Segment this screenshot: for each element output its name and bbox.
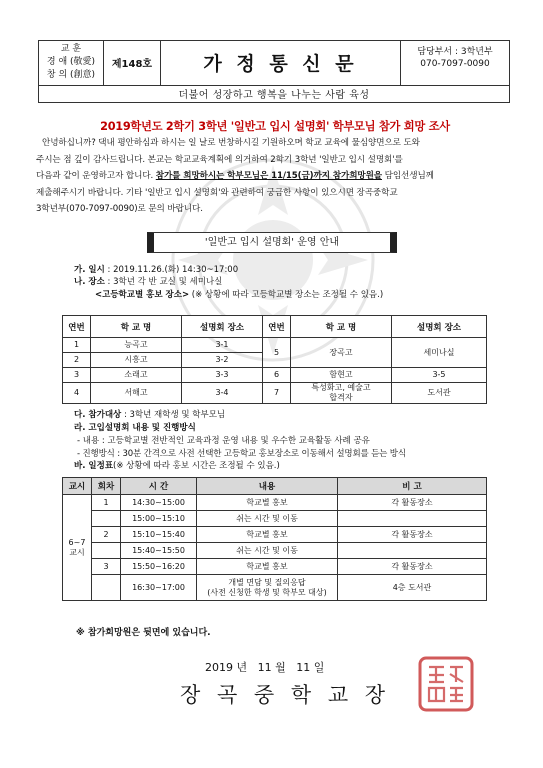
section-target-value: : 3학년 재학생 및 학부모님 <box>121 410 226 420</box>
intro-deadline: 참가를 희망하시는 학부모님은 11/15(금)까지 참가희망원을 <box>155 171 382 181</box>
schedule-round: 3 <box>92 559 121 575</box>
schedule-note: 각 활동장소 <box>338 559 487 575</box>
venue-header-school-2: 학 교 명 <box>291 316 392 338</box>
schedule-content: 쉬는 시간 및 이동 <box>197 543 338 559</box>
motto-cell <box>39 41 104 86</box>
schedule-period-line2: 교시 <box>69 547 85 557</box>
section-target <box>74 410 225 421</box>
schedule-time: 15:50~16:20 <box>121 559 197 575</box>
intro-line-4: 제출해주시기 바랍니다. 기타 '일반고 입시 설명회'와 관련하여 궁금한 사항이 있으시면 장곡중학교 <box>36 187 398 198</box>
intro-line-3 <box>36 168 514 185</box>
phone: 070-7097-0090 <box>401 57 510 71</box>
venue-note-label: <고등학교별 홍보 장소> <box>95 290 190 300</box>
schedule-header-time: 시 간 <box>121 478 197 495</box>
schedule-note: 각 활동장소 <box>338 495 487 511</box>
back-note: ※ 참가희망원은 뒷면에 있습니다. <box>76 628 211 638</box>
venue-left-no: 2 <box>63 353 91 368</box>
motto-label: 교 훈 <box>60 44 82 55</box>
issue-date: 2019 년 11 월 11 일 <box>205 661 325 674</box>
venue-left-place: 3-2 <box>182 353 263 368</box>
schedule-time: 14:30~15:00 <box>121 495 197 511</box>
venue-left-school: 서해고 <box>91 383 182 404</box>
schedule-time: 15:00~15:10 <box>121 511 197 527</box>
guide-title: '일반고 입시 설명회' 운영 안내 <box>204 237 340 248</box>
schedule-round <box>92 575 121 601</box>
venue-note <box>95 290 383 301</box>
venue-right-no: 5 <box>263 338 291 368</box>
venue-right-school <box>291 383 392 404</box>
venue-header-school-1: 학 교 명 <box>91 316 182 338</box>
schedule-period-line1: 6~7 <box>68 537 86 547</box>
venue-right-school: 장곡고 <box>291 338 392 368</box>
schedule-header-period: 교시 <box>63 478 92 495</box>
intro-line-3a: 다음과 같이 운영하고자 합니다. <box>36 171 156 181</box>
section-target-label: 다. 참가대상 <box>74 410 122 420</box>
issue-number: 제148호 <box>104 41 161 86</box>
schedule-header-note: 비 고 <box>338 478 487 495</box>
section-place-value: : 3학년 각 반 교실 및 세미나실 <box>104 277 223 287</box>
schedule-round <box>92 511 121 527</box>
venue-left-school: 소래고 <box>91 368 182 383</box>
section-schedule-note: (※ 상황에 따라 홍보 시간은 조정될 수 있음.) <box>113 461 280 471</box>
venue-header-no-1: 연번 <box>63 316 91 338</box>
guide-banner <box>147 232 397 253</box>
schedule-note: 4층 도서관 <box>338 575 487 601</box>
schedule-content-line1: 개별 면담 및 질의응답 <box>228 577 306 587</box>
venue-left-no: 3 <box>63 368 91 383</box>
intro-line-2: 주시는 점 깊이 감사드립니다. 본교는 학교교육계획에 의거하여 2학기 3학년 '일반고 입시 설명회'를 <box>36 154 403 165</box>
section-date <box>74 265 238 276</box>
motto-2: 창 의 (創意) <box>46 70 96 81</box>
schedule-note <box>338 543 487 559</box>
schedule-note: 각 활동장소 <box>338 527 487 543</box>
venue-right-school: 함현고 <box>291 368 392 383</box>
section-schedule <box>74 461 280 472</box>
section-schedule-label: 바. 일정표 <box>74 461 114 471</box>
schedule-content: 학교별 홍보 <box>197 527 338 543</box>
schedule-content: 쉬는 시간 및 이동 <box>197 511 338 527</box>
schedule-content <box>197 575 338 601</box>
method-detail: - 진행방식 : 30분 간격으로 사전 선택한 고등학교 홍보장소로 이동해서 설명회를 듣는 방식 <box>77 449 406 459</box>
intro-line-1: 안녕하십니까? 댁내 평안하심과 하시는 일 날로 번창하시길 기원하오며 학교 교육에 물심양면으로 도와 <box>42 138 420 148</box>
doc-title: 2019학년도 2학기 3학년 '일반고 입시 설명회' 학부모님 참가 희망 조사 <box>100 120 450 133</box>
venue-left-school: 시흥고 <box>91 353 182 368</box>
venue-left-no: 1 <box>63 338 91 353</box>
schedule-content-line2: (사전 신청한 학생 및 학부모 대상) <box>207 587 327 597</box>
section-date-label: 가. 일시 <box>74 265 105 275</box>
venue-table <box>62 315 487 404</box>
section-content-label: 라. 고입설명회 내용 및 진행방식 <box>74 423 196 433</box>
motto-1: 경 애 (敬愛) <box>46 57 96 68</box>
intro-paragraph <box>36 135 514 218</box>
venue-header-place-2: 설명회 장소 <box>392 316 487 338</box>
dept: 담당부서 : 3학년부 <box>401 41 510 58</box>
venue-right-school-line1: 특성화고, 예술고 <box>311 383 371 392</box>
schedule-header-round: 회차 <box>92 478 121 495</box>
venue-right-place: 도서관 <box>392 383 487 404</box>
slogan: 더불어 성장하고 행복을 나누는 사람 육성 <box>39 85 510 102</box>
newsletter-title: 가 정 통 신 문 <box>161 41 401 86</box>
venue-left-place: 3-1 <box>182 338 263 353</box>
section-place-label: 나. 장소 <box>74 277 105 287</box>
schedule-period <box>63 495 92 601</box>
section-place <box>74 277 222 288</box>
venue-right-school-line2: 합격자 <box>329 393 353 402</box>
venue-header-no-2: 연번 <box>263 316 291 338</box>
venue-right-no: 6 <box>263 368 291 383</box>
venue-right-no: 7 <box>263 383 291 404</box>
intro-line-3c: 담임선생님께 <box>382 171 434 181</box>
schedule-table <box>62 477 487 601</box>
intro-line-5: 3학년부(070-7097-0090)로 문의 바랍니다. <box>36 204 203 214</box>
content-detail: - 내용 : 고등학교별 전반적인 교육과정 운영 내용 및 우수한 교육활동 사례 공유 <box>77 436 370 446</box>
schedule-content: 학교별 홍보 <box>197 495 338 511</box>
schedule-round <box>92 543 121 559</box>
venue-left-school: 능곡고 <box>91 338 182 353</box>
schedule-content: 학교별 홍보 <box>197 559 338 575</box>
schedule-header-content: 내용 <box>197 478 338 495</box>
venue-header-place-1: 설명회 장소 <box>182 316 263 338</box>
schedule-time: 15:40~15:50 <box>121 543 197 559</box>
header-table <box>38 40 510 103</box>
schedule-round: 1 <box>92 495 121 511</box>
section-date-value: : 2019.11.26.(화) 14:30~17:00 <box>104 265 239 275</box>
venue-left-no: 4 <box>63 383 91 404</box>
principal-name: 장 곡 중 학 교 장 <box>180 683 391 707</box>
schedule-time: 15:10~15:40 <box>121 527 197 543</box>
venue-left-place: 3-4 <box>182 383 263 404</box>
venue-left-place: 3-3 <box>182 368 263 383</box>
school-seal-stamp <box>417 655 475 713</box>
venue-right-place: 세미나실 <box>392 338 487 368</box>
schedule-time: 16:30~17:00 <box>121 575 197 601</box>
venue-right-place: 3-5 <box>392 368 487 383</box>
schedule-round: 2 <box>92 527 121 543</box>
schedule-note <box>338 511 487 527</box>
venue-note-text: (※ 상황에 따라 고등학교별 장소는 조정될 수 있음.) <box>189 290 384 300</box>
